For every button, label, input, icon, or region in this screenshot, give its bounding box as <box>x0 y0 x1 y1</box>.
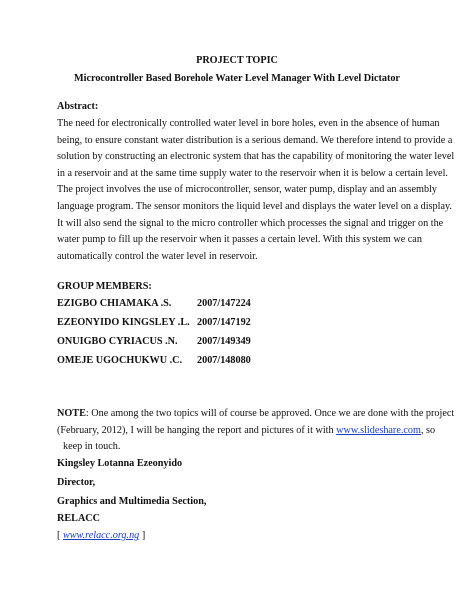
slideshare-link[interactable]: www.slideshare.com <box>336 424 421 436</box>
signatory-org: RELACC <box>57 513 101 524</box>
member-reg-number: 2007/148080 <box>197 355 251 366</box>
note-line <box>57 406 455 423</box>
note-label: NOTE <box>57 408 86 419</box>
abstract-body <box>57 116 455 265</box>
signatory-role: Director, <box>57 477 96 488</box>
abstract-line: being, to ensure constant water distribution is a serious demand. We therefore intend to provide a <box>57 134 453 146</box>
member-reg-number: 2007/147224 <box>197 298 251 309</box>
member-name: EZIGBO CHIAMAKA .S. <box>57 298 172 309</box>
abstract-line: The need for electronically controlled water level in bore holes, even in the absence of human <box>57 118 440 129</box>
member-reg-number: 2007/149349 <box>197 336 251 347</box>
note-paragraph <box>57 406 455 456</box>
relacc-link[interactable]: www.relacc.org.ng <box>62 530 140 541</box>
group-members-label: GROUP MEMBERS: <box>57 281 152 292</box>
member-name: ONUIGBO CYRIACUS .N. <box>57 336 178 347</box>
note-line <box>57 423 436 440</box>
abstract-line: The project involves the use of microcontroller, sensor, water pump, display and an assembly <box>57 184 437 196</box>
abstract-line: It will also send the signal to the micro controller which processes the signal and trigger on the <box>57 217 444 229</box>
note-text: , so <box>420 424 436 436</box>
signatory-name: Kingsley Lotanna Ezeonyido <box>57 458 183 469</box>
note-line: keep in touch. <box>63 441 121 453</box>
abstract-line: language program. The sensor monitors the liquid level and displays the water level on a display. <box>57 200 452 212</box>
note-text: : One among the two topics will of course be approved. Once we are done with the project <box>85 408 455 419</box>
abstract-line: water pump to fill up the reservoir when it passes a certain level. With this system we can <box>57 234 422 246</box>
bracket-open: [ <box>57 530 63 541</box>
abstract-line: automatically control the water level in reservoir. <box>57 250 258 262</box>
abstract-line: solution by constructing an electronic system that has the capability of monitoring the water level <box>57 151 455 163</box>
abstract-line: in a reservoir and at the same time supply water to the reservoir when it is below a certain level. <box>57 167 448 179</box>
project-title: Microcontroller Based Borehole Water Level Manager With Level Dictator <box>74 73 400 84</box>
bracket-close: ] <box>139 530 146 541</box>
member-name: EZEONYIDO KINGSLEY .L. <box>57 317 190 328</box>
project-topic-heading: PROJECT TOPIC <box>196 55 278 66</box>
abstract-label: Abstract: <box>57 101 99 112</box>
member-name: OMEJE UGOCHUKWU .C. <box>57 355 183 366</box>
signatory-section: Graphics and Multimedia Section, <box>57 496 207 507</box>
org-website-line <box>57 530 145 541</box>
member-reg-number: 2007/147192 <box>197 317 251 328</box>
note-text: (February, 2012), I will be hanging the report and pictures of it with <box>57 424 337 436</box>
